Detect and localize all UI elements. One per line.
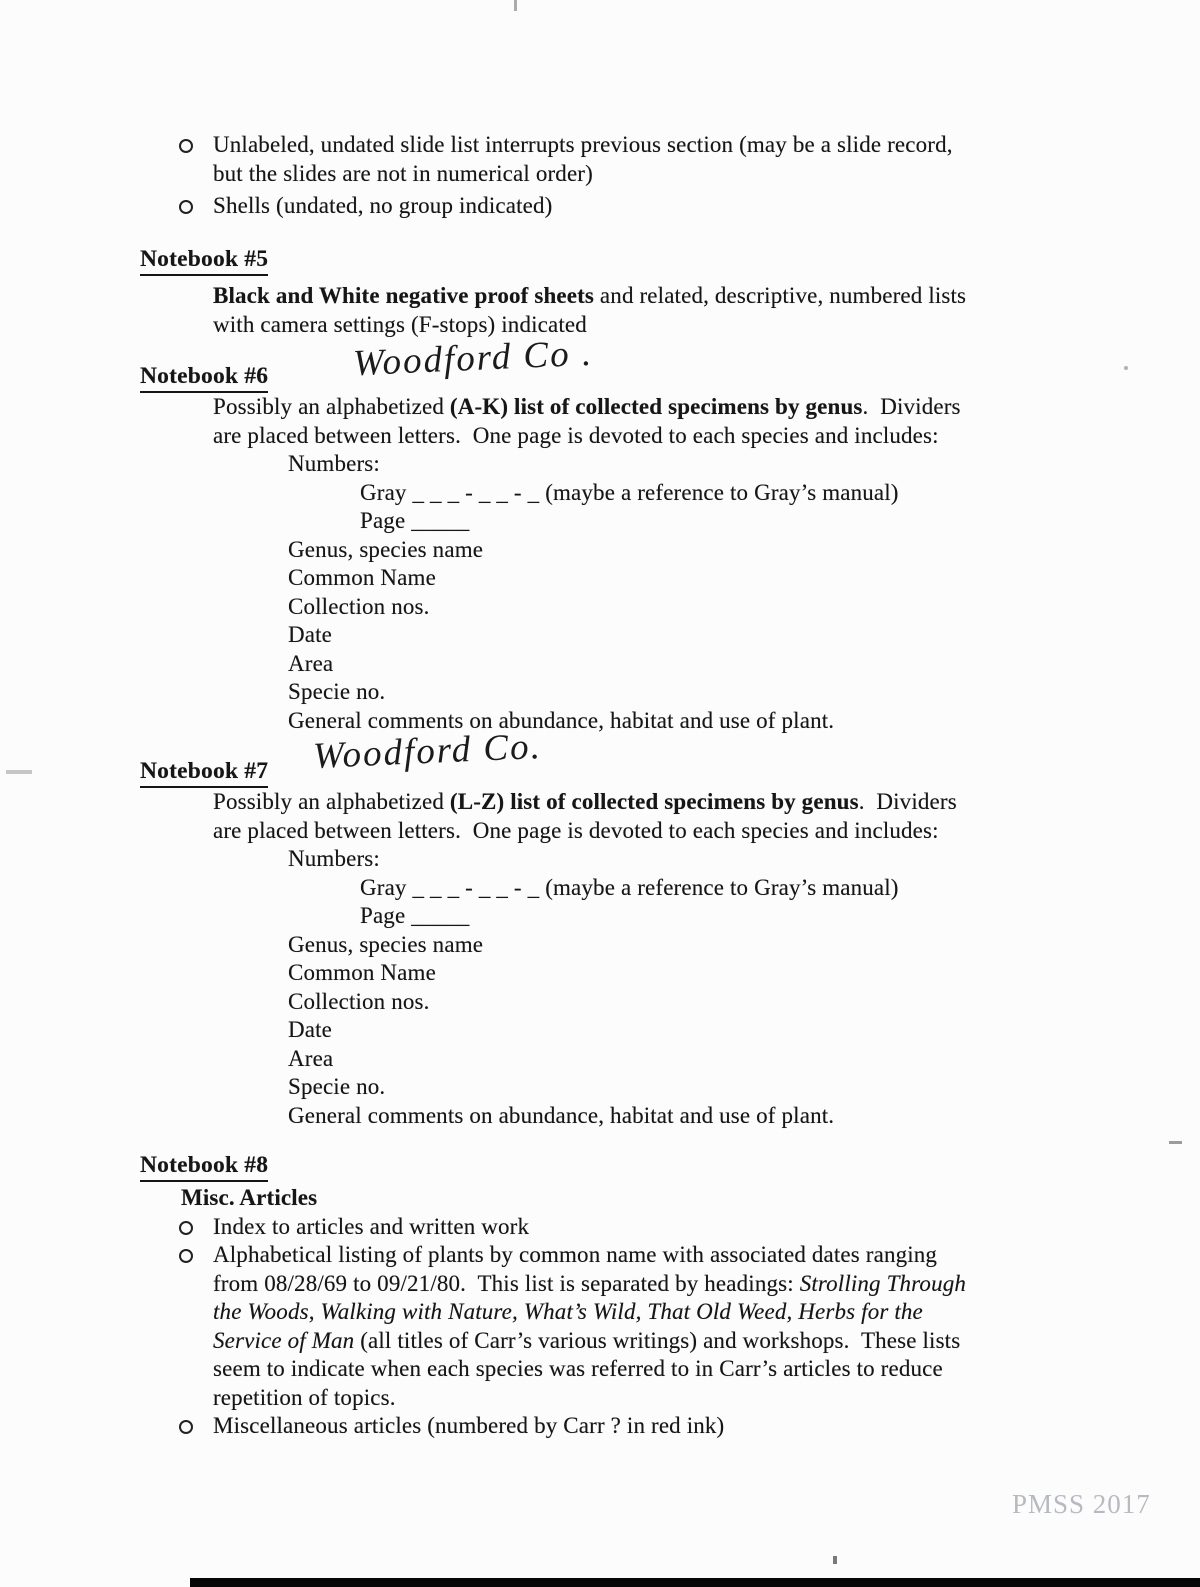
field-item: Date — [288, 1017, 333, 1042]
field-item: Area — [288, 650, 334, 676]
paragraph-line: Possibly an alphabetized (A-K) list of collected specimens by genus. Dividers — [213, 394, 961, 419]
bullet-text: but the slides are not in numerical order) — [213, 160, 593, 186]
field-item: Specie no. — [288, 1074, 386, 1099]
field-label: Numbers: — [288, 451, 380, 476]
field-blank-line: Page _____ — [360, 903, 470, 928]
notebook8-section — [140, 1152, 1140, 1441]
circle-bullet-icon — [179, 200, 193, 214]
field-item: General comments on abundance, habitat and use of plant. — [288, 707, 835, 733]
circle-bullet-icon — [179, 1420, 193, 1434]
handwritten-annotation: Woodford Co . — [352, 332, 594, 385]
field-item: Area — [288, 1045, 334, 1071]
circle-bullet-icon — [179, 1221, 193, 1235]
scan-artifact — [514, 0, 517, 11]
field-blank-line: Gray _ _ _ - _ _ - _ (maybe a reference to Gray’s manual) — [360, 874, 899, 900]
field-item: Specie no. — [288, 679, 386, 704]
field-blank-line: Page _____ — [360, 508, 470, 533]
bullet-text: seem to indicate when each species was referred to in Carr’s articles to reduce — [213, 1356, 943, 1381]
bottom-scan-bar — [190, 1578, 1200, 1587]
paragraph-line: are placed between letters. One page is devoted to each species and includes: — [213, 817, 939, 843]
scan-artifact — [1169, 1141, 1182, 1144]
handwritten-annotation: Woodford Co. — [312, 726, 543, 777]
bullet-text: repetition of topics. — [213, 1384, 396, 1410]
notebook6-section — [140, 332, 1140, 735]
section-heading: Notebook #5 — [140, 246, 268, 276]
field-item: Collection nos. — [288, 593, 430, 619]
list-item — [140, 192, 1140, 221]
field-item: General comments on abundance, habitat and use of plant. — [288, 1102, 835, 1128]
section-heading: Notebook #7 — [140, 758, 268, 788]
field-item: Genus, species name — [288, 931, 484, 957]
paragraph-line: Possibly an alphabetized (L-Z) list of collected specimens by genus. Dividers — [213, 789, 957, 814]
notebook5-section — [140, 246, 1140, 339]
watermark: PMSS 2017 — [1012, 1489, 1151, 1519]
bullet-text: the Woods, Walking with Nature, What’s Wild, That Old Weed, Herbs for the — [213, 1299, 923, 1324]
list-item — [140, 1412, 1140, 1441]
section-body — [213, 282, 1140, 339]
circle-bullet-icon — [179, 139, 193, 153]
bullet-text: Unlabeled, undated slide list interrupts previous section (may be a slide record, — [213, 132, 953, 157]
circle-bullet-icon — [179, 1249, 193, 1263]
bullet-text: Shells (undated, no group indicated) — [213, 193, 553, 218]
bullet-text: from 08/28/69 to 09/21/80. This list is separated by headings: Strolling Through — [213, 1270, 967, 1296]
field-item: Genus, species name — [288, 536, 484, 562]
paragraph-line: are placed between letters. One page is devoted to each species and includes: — [213, 422, 939, 448]
section-heading: Notebook #6 — [140, 363, 268, 393]
bullet-text: Miscellaneous articles (numbered by Carr ? in red ink) — [213, 1413, 725, 1438]
field-blank-line: Gray _ _ _ - _ _ - _ (maybe a reference to Gray’s manual) — [360, 479, 899, 505]
list-item — [140, 1213, 1140, 1242]
field-item: Collection nos. — [288, 988, 430, 1014]
section-heading: Notebook #8 — [140, 1152, 268, 1182]
field-item: Common Name — [288, 565, 436, 590]
list-item — [140, 1241, 1140, 1412]
paragraph-line: with camera settings (F-stops) indicated — [213, 311, 587, 337]
notebook7-section — [140, 726, 1140, 1130]
field-item: Common Name — [288, 960, 436, 985]
scan-artifact — [6, 770, 32, 774]
field-item: Date — [288, 622, 333, 647]
field-label: Numbers: — [288, 846, 380, 871]
bullet-text: Alphabetical listing of plants by common name with associated dates ranging — [213, 1242, 938, 1267]
section-body — [213, 788, 1140, 1130]
bullet-text: Index to articles and written work — [213, 1213, 530, 1239]
scan-artifact — [833, 1556, 837, 1564]
scan-artifact — [1124, 366, 1128, 370]
paragraph-line: Black and White negative proof sheets and related, descriptive, numbered lists — [213, 283, 967, 308]
list-item — [140, 131, 1140, 188]
bullet-text: Service of Man (all titles of Carr’s various writings) and workshops. These lists — [213, 1327, 961, 1353]
intro-bullet-list — [140, 131, 1140, 221]
section-subheading: Misc. Articles — [181, 1185, 318, 1210]
section-body — [213, 393, 1140, 735]
